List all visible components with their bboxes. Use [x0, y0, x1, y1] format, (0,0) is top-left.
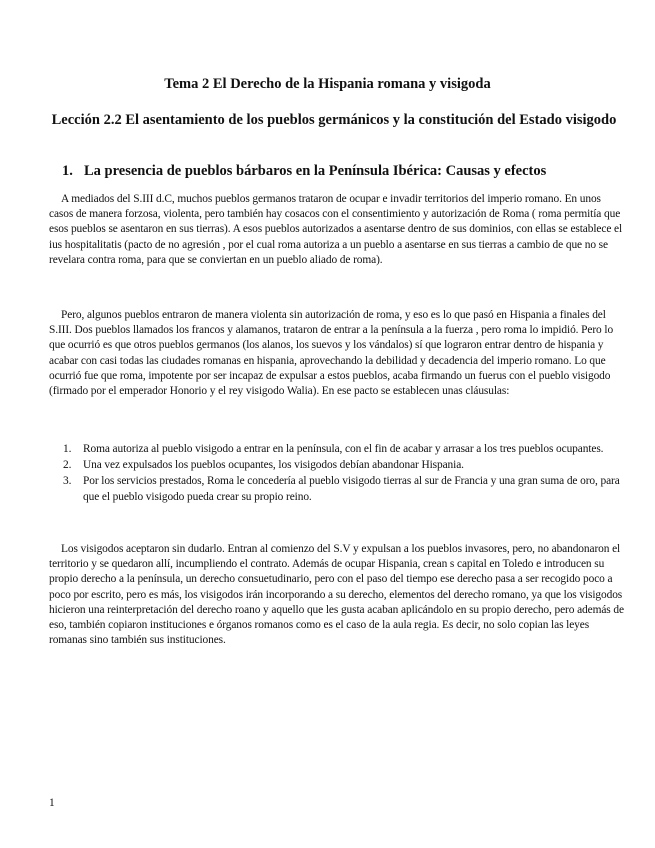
section-number: 1. — [62, 163, 73, 179]
document-title: Tema 2 El Derecho de la Hispania romana y visigoda — [164, 76, 491, 92]
list-item-number: 2. — [63, 459, 72, 472]
lesson-title: Lección 2.2 El asentamiento de los pueblos germánicos y la constitución del Estado visigodo — [51, 112, 617, 128]
page-number: 1 — [49, 797, 55, 809]
list-item-text: Una vez expulsados los pueblos ocupantes, los visigodos debían abandonar Hispania. — [83, 459, 464, 472]
paragraph-3: Los visigodos aceptaron sin dudarlo. Entran al comienzo del S.V y expulsan a los pueblos invasores, pero, no abandonaron el territorio y se quedaron allí, incumpliendo el contrato. Además de ocupar Hispania, crean s capital en Toledo e introducen su propio derecho a la península, un derecho consuetudinario, pero con el paso del tiempo ese derecho pasa a ser recogido poco a poco por escrito, pero es más, los visigodos irán incorporando a su derecho, elementos del derecho romano, ya que los visigodos hicieron una reinterpretación del derecho roano y aquello que les gusta acaban aplicándolo en su propio derecho, pero además de eso, también copiaron instituciones e órganos romanos como es el caso de la aula regia. Es decir, no solo copian las leyes romanas sino también sus instituciones. — [49, 543, 624, 647]
list-item-text: Por los servicios prestados, Roma le concedería al pueblo visigodo tierras al sur de Francia y una gran suma de oro, para que el pueblo visigodo pueda crear su propio reino. — [83, 475, 620, 503]
paragraph-2: Pero, algunos pueblos entraron de manera violenta sin autorización de roma, y eso es lo que pasó en Hispania a finales del S.III. Dos pueblos llamados los francos y alamanos, trataron de entrar a la península a la fuerza , pero roma lo impidió. Pero lo que ocurrió es que otros pueblos germanos (los alanos, los suevos y los vándalos) sí que lograron entrar dentro de hispania y acabar con casi todas las ciudades romanas en hispania, aprovechando la debilidad y decadencia del imperio romano. Lo que ocurrió fue que roma, impotente por ser incapaz de expulsar a estos pueblos, acaba firmando un fuerus con el pueblo visigodo (firmado por el emperador Honorio y el rey visigodo Walia). En ese pacto se establecen unas cláusulas: — [49, 309, 614, 398]
list-item-number: 1. — [63, 443, 72, 455]
section-heading-text: La presencia de pueblos bárbaros en la Península Ibérica: Causas y efectos — [84, 163, 547, 179]
list-item-number: 3. — [63, 475, 72, 488]
list-item — [49, 442, 627, 457]
list-item — [49, 474, 627, 504]
list-item-text: Roma autoriza al pueblo visigodo a entrar en la península, con el fin de acabar y arrasar a los tres pueblos ocupantes. — [83, 443, 604, 455]
clauses-list — [49, 442, 627, 506]
list-item — [49, 458, 627, 473]
section-heading — [62, 162, 622, 180]
paragraph-1: A mediados del S.III d.C, muchos pueblos germanos trataron de ocupar e invadir territorios del imperio romano. En unos casos de manera forzosa, violenta, pero también hay cosacos con el consentimiento y autorización de Roma ( roma permitía que esos pueblos se asentaron en sus tierras). A esos pueblos autorizados a asentarse dentro de sus dominios, con ellas se establece el ius hospitalitatis (pacto de no agresión , por el cual roma autoriza a un pueblo a asentarse en sus tierras a cambio de que no se revelara contra roma, para que se conviertan en un pueblo aliado de roma). — [49, 193, 623, 266]
